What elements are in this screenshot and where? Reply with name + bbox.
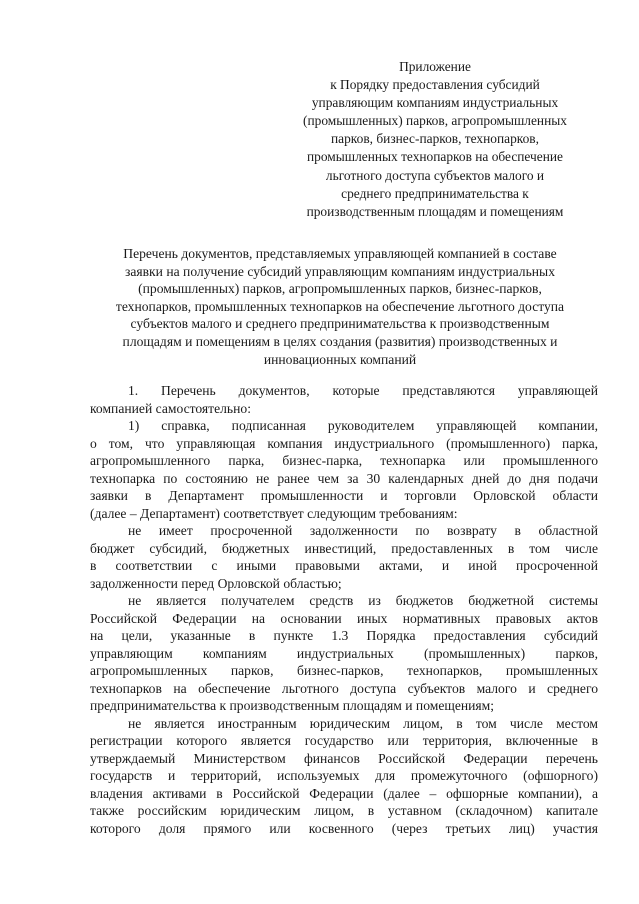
appendix-line: среднего предпринимательства к bbox=[341, 185, 529, 201]
document-title bbox=[80, 245, 600, 368]
paragraph-line: заявки в Департамент промышленности и торговли Орловской области bbox=[90, 488, 598, 503]
title-line: площадям и помещениям в целях создания (развития) производственных и bbox=[122, 333, 558, 349]
paragraph-4 bbox=[90, 592, 598, 715]
paragraph-line: 1. Перечень документов, которые представляются управляющей bbox=[128, 383, 598, 398]
paragraph-1 bbox=[90, 382, 598, 417]
appendix-line: промышленных технопарков на обеспечение bbox=[307, 149, 563, 165]
appendix-line: к Порядку предоставления субсидий bbox=[330, 77, 540, 93]
paragraph-line: Российской Федерации на основании иных нормативных правовых актов bbox=[90, 610, 598, 626]
title-line: заявки на получение субсидий управляющим компаниям индустриальных bbox=[124, 263, 555, 279]
paragraph-2 bbox=[90, 417, 598, 522]
title-line: технопарков, промышленных технопарков на обеспечение льготного доступа bbox=[115, 298, 565, 314]
paragraph-line: технопарков на обеспечение льготного доступа субъектов малого и среднего bbox=[90, 680, 598, 696]
title-line: инновационных компаний bbox=[263, 351, 417, 367]
appendix-line: управляющим компаниям индустриальных bbox=[311, 95, 559, 111]
title-line: субъектов малого и среднего предпринимательства к производственным bbox=[130, 316, 550, 332]
paragraph-line: регистрации которого является государство или территория, включенные в bbox=[90, 733, 598, 748]
appendix-line: льготного доступа субъектов малого и bbox=[325, 167, 545, 183]
title-line: Перечень документов, представляемых управляющей компанией в составе bbox=[123, 246, 557, 261]
paragraph-line: не является иностранным юридическим лицом, в том числе местом bbox=[128, 715, 598, 731]
title-line: (промышленных) парков, агропромышленных парков, бизнес-парков, bbox=[138, 281, 542, 297]
appendix-header bbox=[270, 58, 600, 221]
paragraph-3 bbox=[90, 522, 598, 592]
appendix-line: Приложение bbox=[399, 59, 471, 74]
paragraph-line: не является получателем средств из бюджетов бюджетной системы bbox=[128, 593, 598, 608]
paragraph-line: которого доля прямого или косвенного (через третьих лиц) участия bbox=[90, 820, 598, 836]
paragraph-line: компанией самостоятельно: bbox=[90, 400, 251, 416]
paragraph-line: в соответствии с иными правовыми актами, и иной просроченной bbox=[90, 558, 598, 573]
paragraph-line: владения активами в Российской Федерации (далее – офшорные компании), а bbox=[90, 785, 598, 801]
paragraph-line: не имеет просроченной задолженности по возврату в областной bbox=[128, 523, 598, 538]
paragraph-line: на цели, указанные в пункте 1.3 Порядка предоставления субсидий bbox=[90, 628, 598, 643]
paragraph-line: технопарка по состоянию не ранее чем за 30 календарных дней до дня подачи bbox=[90, 470, 598, 486]
paragraph-line: также российским юридическим лицом, в уставном (складочном) капитале bbox=[90, 803, 598, 818]
appendix-line: парков, бизнес-парков, технопарков, bbox=[331, 131, 539, 147]
paragraph-line: о том, что управляющая компания индустриального (промышленного) парка, bbox=[90, 435, 598, 451]
paragraph-line: бюджет субсидий, бюджетных инвестиций, предоставленных в том числе bbox=[90, 540, 598, 556]
paragraph-line: задолженности перед Орловской областью; bbox=[90, 575, 342, 591]
appendix-line: производственным площадям и помещениям bbox=[306, 203, 564, 219]
paragraph-line: агропромышленных парков, бизнес-парков, технопарков, промышленных bbox=[90, 663, 598, 678]
appendix-line: (промышленных) парков, агропромышленных bbox=[303, 113, 567, 129]
paragraph-line: агропромышленного парка, бизнес-парка, технопарка или промышленного bbox=[90, 453, 598, 468]
document-body bbox=[90, 382, 598, 837]
paragraph-5 bbox=[90, 715, 598, 838]
paragraph-line: государств и территорий, используемых для промежуточного (офшорного) bbox=[90, 768, 598, 783]
paragraph-line: утверждаемый Министерством финансов Российской Федерации перечень bbox=[90, 750, 598, 766]
paragraph-line: 1) справка, подписанная руководителем управляющей компании, bbox=[128, 418, 598, 433]
paragraph-line: (далее – Департамент) соответствует следующим требованиям: bbox=[90, 505, 458, 521]
paragraph-line: предпринимательства к производственным площадям и помещениям; bbox=[90, 698, 495, 713]
paragraph-line: управляющим компаниям индустриальных (промышленных) парков, bbox=[90, 645, 598, 661]
